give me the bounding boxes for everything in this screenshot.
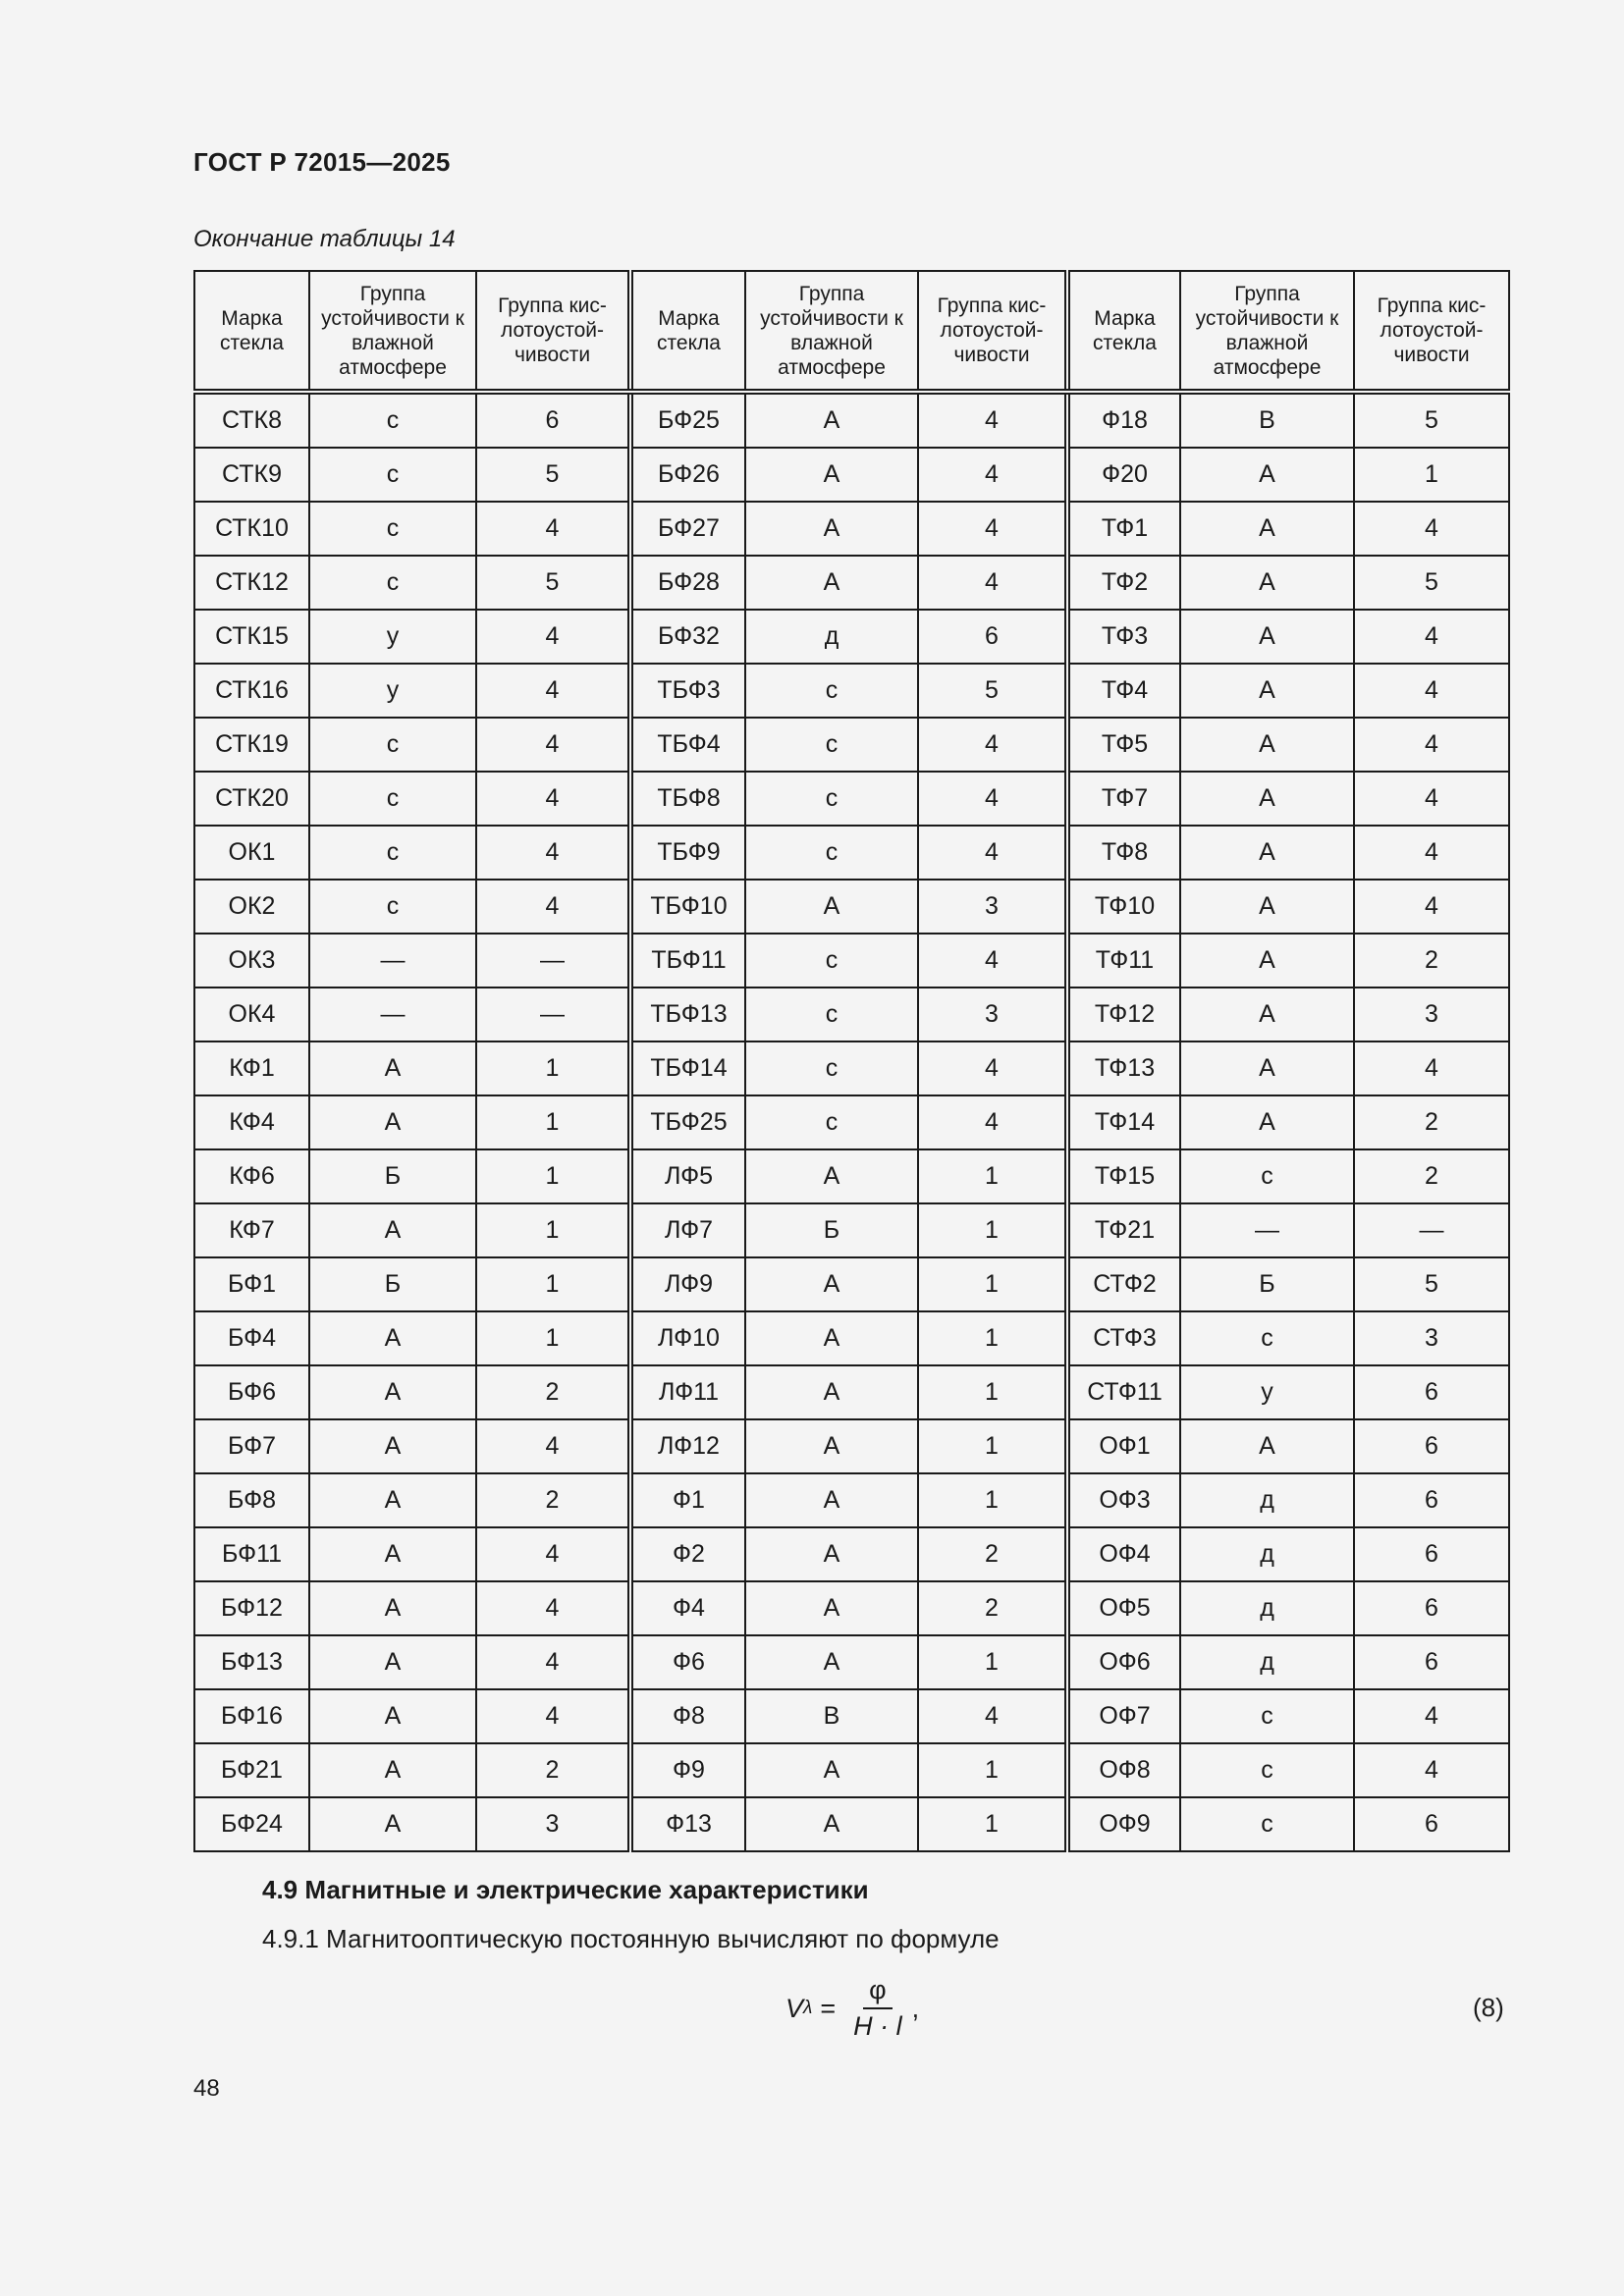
table-row xyxy=(194,448,1509,502)
column-header-brand: Марка стекла xyxy=(630,271,745,392)
cell-acid-group: 1 xyxy=(918,1797,1067,1851)
formula-lhs-subscript: λ xyxy=(803,1998,813,2018)
glass-stability-table xyxy=(193,270,1510,1852)
table-row xyxy=(194,1527,1509,1581)
cell-brand: КФ6 xyxy=(194,1149,309,1203)
cell-acid-group: — xyxy=(476,934,630,988)
cell-acid-group: 6 xyxy=(1354,1635,1509,1689)
cell-acid-group: 1 xyxy=(918,1473,1067,1527)
formula-number: (8) xyxy=(1473,1993,1504,2022)
table-caption: Окончание таблицы 14 xyxy=(193,226,456,252)
table-row xyxy=(194,1635,1509,1689)
cell-brand: Ф8 xyxy=(630,1689,745,1743)
cell-brand: ТБФ10 xyxy=(630,880,745,934)
cell-acid-group: 1 xyxy=(918,1419,1067,1473)
cell-humidity-group: с xyxy=(309,718,476,772)
cell-humidity-group: с xyxy=(745,664,918,718)
cell-acid-group: 1 xyxy=(918,1203,1067,1257)
table-row xyxy=(194,1419,1509,1473)
cell-acid-group: 4 xyxy=(918,934,1067,988)
cell-brand: СТК19 xyxy=(194,718,309,772)
cell-humidity-group: у xyxy=(309,610,476,664)
cell-acid-group: 6 xyxy=(476,392,630,448)
cell-acid-group: 5 xyxy=(1354,556,1509,610)
cell-brand: ОФ9 xyxy=(1067,1797,1180,1851)
cell-humidity-group: А xyxy=(309,1797,476,1851)
cell-humidity-group: д xyxy=(1180,1527,1354,1581)
cell-humidity-group: — xyxy=(309,934,476,988)
cell-acid-group: 1 xyxy=(476,1041,630,1095)
cell-brand: ТБФ14 xyxy=(630,1041,745,1095)
cell-acid-group: 4 xyxy=(918,1041,1067,1095)
cell-humidity-group: А xyxy=(309,1635,476,1689)
cell-brand: Ф4 xyxy=(630,1581,745,1635)
cell-brand: БФ16 xyxy=(194,1689,309,1743)
cell-humidity-group: В xyxy=(745,1689,918,1743)
cell-brand: ТБФ13 xyxy=(630,988,745,1041)
cell-acid-group: 4 xyxy=(476,880,630,934)
cell-acid-group: 4 xyxy=(476,1635,630,1689)
cell-humidity-group: с xyxy=(309,448,476,502)
section-title: 4.9 Магнитные и электрические характеристики xyxy=(262,1875,869,1904)
cell-brand: ОФ4 xyxy=(1067,1527,1180,1581)
cell-acid-group: 4 xyxy=(476,1689,630,1743)
table-row xyxy=(194,1473,1509,1527)
cell-brand: КФ7 xyxy=(194,1203,309,1257)
cell-brand: ТФ4 xyxy=(1067,664,1180,718)
cell-acid-group: 4 xyxy=(476,826,630,880)
cell-brand: Ф9 xyxy=(630,1743,745,1797)
cell-acid-group: 1 xyxy=(918,1311,1067,1365)
cell-brand: ОФ3 xyxy=(1067,1473,1180,1527)
cell-brand: ОФ6 xyxy=(1067,1635,1180,1689)
cell-humidity-group: А xyxy=(309,1527,476,1581)
cell-acid-group: 6 xyxy=(1354,1473,1509,1527)
cell-brand: БФ26 xyxy=(630,448,745,502)
cell-acid-group: 4 xyxy=(918,392,1067,448)
table-row xyxy=(194,610,1509,664)
table-row xyxy=(194,934,1509,988)
cell-acid-group: 2 xyxy=(1354,934,1509,988)
cell-acid-group: 1 xyxy=(918,1365,1067,1419)
column-header-humidity-group: Группа устойчивости к влажной атмосфере xyxy=(1180,271,1354,392)
cell-humidity-group: Б xyxy=(309,1149,476,1203)
cell-humidity-group: с xyxy=(745,718,918,772)
formula-denominator: H · l xyxy=(853,2011,902,2041)
cell-acid-group: 5 xyxy=(918,664,1067,718)
cell-humidity-group: А xyxy=(1180,502,1354,556)
cell-acid-group: 4 xyxy=(918,502,1067,556)
cell-brand: ОК3 xyxy=(194,934,309,988)
cell-brand: ТФ21 xyxy=(1067,1203,1180,1257)
cell-acid-group: 4 xyxy=(918,826,1067,880)
document-header: ГОСТ Р 72015—2025 xyxy=(193,147,451,177)
page-number: 48 xyxy=(193,2075,220,2102)
paragraph-text: 4.9.1 Магнитооптическую постоянную вычисляют по формуле xyxy=(262,1924,1000,1953)
cell-brand: СТК8 xyxy=(194,392,309,448)
formula-numerator: φ xyxy=(863,1975,893,2009)
cell-humidity-group: А xyxy=(745,1419,918,1473)
cell-acid-group: 4 xyxy=(476,1527,630,1581)
cell-humidity-group: с xyxy=(745,1041,918,1095)
cell-brand: ОФ8 xyxy=(1067,1743,1180,1797)
cell-acid-group: — xyxy=(476,988,630,1041)
cell-brand: СТК20 xyxy=(194,772,309,826)
cell-humidity-group: А xyxy=(1180,610,1354,664)
cell-humidity-group: В xyxy=(1180,392,1354,448)
cell-acid-group: 2 xyxy=(918,1527,1067,1581)
cell-brand: ОФ5 xyxy=(1067,1581,1180,1635)
cell-humidity-group: А xyxy=(745,1581,918,1635)
cell-brand: Ф2 xyxy=(630,1527,745,1581)
cell-humidity-group: с xyxy=(1180,1149,1354,1203)
cell-brand: ТФ15 xyxy=(1067,1149,1180,1203)
column-header-acid-group: Группа кис-лотоустой-чивости xyxy=(476,271,630,392)
cell-acid-group: 3 xyxy=(1354,988,1509,1041)
cell-brand: ЛФ10 xyxy=(630,1311,745,1365)
cell-brand: ЛФ9 xyxy=(630,1257,745,1311)
cell-humidity-group: А xyxy=(1180,448,1354,502)
cell-brand: ОК4 xyxy=(194,988,309,1041)
cell-acid-group: 4 xyxy=(1354,772,1509,826)
cell-humidity-group: с xyxy=(309,392,476,448)
table-row xyxy=(194,1365,1509,1419)
cell-acid-group: 6 xyxy=(1354,1581,1509,1635)
cell-humidity-group: А xyxy=(1180,664,1354,718)
cell-brand: БФ7 xyxy=(194,1419,309,1473)
cell-brand: БФ4 xyxy=(194,1311,309,1365)
cell-humidity-group: А xyxy=(1180,772,1354,826)
cell-brand: ТФ10 xyxy=(1067,880,1180,934)
cell-acid-group: — xyxy=(1354,1203,1509,1257)
cell-brand: ОФ7 xyxy=(1067,1689,1180,1743)
cell-humidity-group: с xyxy=(309,772,476,826)
table-row xyxy=(194,1203,1509,1257)
cell-acid-group: 4 xyxy=(1354,502,1509,556)
cell-humidity-group: А xyxy=(745,1365,918,1419)
cell-humidity-group: А xyxy=(309,1095,476,1149)
cell-brand: Ф20 xyxy=(1067,448,1180,502)
cell-humidity-group: Б xyxy=(309,1257,476,1311)
table-row xyxy=(194,772,1509,826)
formula-lhs: V xyxy=(785,1993,804,2023)
table-row xyxy=(194,988,1509,1041)
cell-humidity-group: А xyxy=(1180,934,1354,988)
cell-brand: ТФ14 xyxy=(1067,1095,1180,1149)
cell-humidity-group: А xyxy=(745,556,918,610)
cell-acid-group: 1 xyxy=(1354,448,1509,502)
cell-humidity-group: с xyxy=(309,502,476,556)
cell-brand: БФ28 xyxy=(630,556,745,610)
cell-acid-group: 4 xyxy=(1354,664,1509,718)
cell-acid-group: 4 xyxy=(476,664,630,718)
cell-brand: КФ4 xyxy=(194,1095,309,1149)
cell-brand: ТФ2 xyxy=(1067,556,1180,610)
cell-humidity-group: с xyxy=(745,988,918,1041)
cell-humidity-group: у xyxy=(309,664,476,718)
cell-acid-group: 6 xyxy=(1354,1419,1509,1473)
cell-acid-group: 2 xyxy=(1354,1149,1509,1203)
cell-brand: ОК2 xyxy=(194,880,309,934)
cell-brand: ТФ8 xyxy=(1067,826,1180,880)
cell-acid-group: 6 xyxy=(1354,1365,1509,1419)
table-row xyxy=(194,1581,1509,1635)
cell-humidity-group: с xyxy=(309,556,476,610)
cell-humidity-group: А xyxy=(309,1473,476,1527)
table-row xyxy=(194,880,1509,934)
table-row xyxy=(194,826,1509,880)
cell-humidity-group: А xyxy=(745,1149,918,1203)
cell-brand: ТФ3 xyxy=(1067,610,1180,664)
cell-acid-group: 4 xyxy=(918,1095,1067,1149)
cell-humidity-group: д xyxy=(745,610,918,664)
cell-acid-group: 4 xyxy=(476,718,630,772)
cell-humidity-group: А xyxy=(745,1743,918,1797)
cell-brand: ТФ13 xyxy=(1067,1041,1180,1095)
cell-acid-group: 5 xyxy=(1354,392,1509,448)
cell-acid-group: 4 xyxy=(1354,826,1509,880)
cell-brand: БФ6 xyxy=(194,1365,309,1419)
cell-acid-group: 4 xyxy=(1354,718,1509,772)
cell-humidity-group: А xyxy=(309,1743,476,1797)
cell-humidity-group: А xyxy=(745,448,918,502)
table-row xyxy=(194,1311,1509,1365)
cell-brand: ТБФ11 xyxy=(630,934,745,988)
cell-brand: БФ11 xyxy=(194,1527,309,1581)
cell-acid-group: 2 xyxy=(918,1581,1067,1635)
cell-acid-group: 5 xyxy=(476,556,630,610)
cell-acid-group: 1 xyxy=(476,1311,630,1365)
cell-humidity-group: — xyxy=(309,988,476,1041)
cell-acid-group: 1 xyxy=(918,1635,1067,1689)
cell-acid-group: 2 xyxy=(476,1473,630,1527)
cell-brand: ТБФ25 xyxy=(630,1095,745,1149)
cell-brand: СТФ3 xyxy=(1067,1311,1180,1365)
cell-acid-group: 4 xyxy=(918,556,1067,610)
column-header-acid-group: Группа кис-лотоустой-чивости xyxy=(918,271,1067,392)
cell-brand: СТК10 xyxy=(194,502,309,556)
cell-brand: Ф6 xyxy=(630,1635,745,1689)
cell-acid-group: 2 xyxy=(476,1365,630,1419)
cell-acid-group: 6 xyxy=(1354,1527,1509,1581)
column-header-humidity-group: Группа устойчивости к влажной атмосфере xyxy=(309,271,476,392)
cell-humidity-group: у xyxy=(1180,1365,1354,1419)
table-row xyxy=(194,1797,1509,1851)
formula-trailing-comma: , xyxy=(911,1993,920,2023)
cell-acid-group: 6 xyxy=(918,610,1067,664)
cell-brand: ТФ12 xyxy=(1067,988,1180,1041)
cell-acid-group: 4 xyxy=(1354,1743,1509,1797)
cell-brand: ЛФ7 xyxy=(630,1203,745,1257)
cell-brand: ТФ7 xyxy=(1067,772,1180,826)
cell-humidity-group: с xyxy=(309,880,476,934)
cell-humidity-group: А xyxy=(1180,1041,1354,1095)
cell-humidity-group: А xyxy=(309,1203,476,1257)
column-header-brand: Марка стекла xyxy=(194,271,309,392)
cell-humidity-group: А xyxy=(1180,556,1354,610)
cell-brand: ОФ1 xyxy=(1067,1419,1180,1473)
cell-acid-group: 1 xyxy=(476,1257,630,1311)
cell-acid-group: 4 xyxy=(1354,880,1509,934)
cell-humidity-group: А xyxy=(1180,1095,1354,1149)
cell-humidity-group: А xyxy=(1180,718,1354,772)
cell-humidity-group: д xyxy=(1180,1473,1354,1527)
cell-acid-group: 4 xyxy=(476,502,630,556)
cell-humidity-group: А xyxy=(745,880,918,934)
cell-humidity-group: А xyxy=(309,1419,476,1473)
cell-acid-group: 1 xyxy=(476,1095,630,1149)
cell-humidity-group: А xyxy=(309,1041,476,1095)
cell-acid-group: 4 xyxy=(1354,1041,1509,1095)
cell-brand: СТФ11 xyxy=(1067,1365,1180,1419)
cell-humidity-group: Б xyxy=(1180,1257,1354,1311)
table-row xyxy=(194,502,1509,556)
cell-brand: БФ21 xyxy=(194,1743,309,1797)
table-body xyxy=(194,392,1509,1851)
table-row xyxy=(194,664,1509,718)
cell-brand: ТФ5 xyxy=(1067,718,1180,772)
cell-brand: ЛФ12 xyxy=(630,1419,745,1473)
cell-brand: БФ32 xyxy=(630,610,745,664)
cell-humidity-group: с xyxy=(745,934,918,988)
cell-acid-group: 3 xyxy=(918,988,1067,1041)
cell-acid-group: 4 xyxy=(476,772,630,826)
cell-brand: СТФ2 xyxy=(1067,1257,1180,1311)
cell-humidity-group: А xyxy=(309,1689,476,1743)
cell-acid-group: 1 xyxy=(918,1743,1067,1797)
table-row xyxy=(194,718,1509,772)
table-row xyxy=(194,392,1509,448)
cell-humidity-group: А xyxy=(1180,988,1354,1041)
table-row xyxy=(194,1743,1509,1797)
cell-acid-group: 4 xyxy=(1354,1689,1509,1743)
cell-brand: ЛФ11 xyxy=(630,1365,745,1419)
cell-brand: СТК15 xyxy=(194,610,309,664)
cell-humidity-group: А xyxy=(745,1527,918,1581)
cell-acid-group: 4 xyxy=(918,1689,1067,1743)
table-row xyxy=(194,1095,1509,1149)
cell-acid-group: 4 xyxy=(918,718,1067,772)
formula xyxy=(785,1975,919,2042)
cell-acid-group: 5 xyxy=(1354,1257,1509,1311)
cell-acid-group: 4 xyxy=(918,772,1067,826)
cell-brand: БФ12 xyxy=(194,1581,309,1635)
cell-brand: ТБФ3 xyxy=(630,664,745,718)
cell-humidity-group: А xyxy=(745,1473,918,1527)
cell-humidity-group: А xyxy=(745,1635,918,1689)
cell-acid-group: 2 xyxy=(1354,1095,1509,1149)
table-row xyxy=(194,1149,1509,1203)
cell-brand: ТФ1 xyxy=(1067,502,1180,556)
table-row xyxy=(194,556,1509,610)
cell-acid-group: 4 xyxy=(476,1581,630,1635)
cell-acid-group: 4 xyxy=(476,610,630,664)
cell-acid-group: 4 xyxy=(476,1419,630,1473)
cell-brand: ТБФ4 xyxy=(630,718,745,772)
table-row xyxy=(194,1689,1509,1743)
column-header-humidity-group: Группа устойчивости к влажной атмосфере xyxy=(745,271,918,392)
cell-brand: БФ8 xyxy=(194,1473,309,1527)
cell-acid-group: 3 xyxy=(1354,1311,1509,1365)
cell-humidity-group: с xyxy=(1180,1797,1354,1851)
cell-humidity-group: А xyxy=(745,1257,918,1311)
cell-humidity-group: А xyxy=(745,1311,918,1365)
cell-acid-group: 5 xyxy=(476,448,630,502)
cell-humidity-group: А xyxy=(745,502,918,556)
cell-acid-group: 1 xyxy=(476,1149,630,1203)
cell-brand: ТБФ9 xyxy=(630,826,745,880)
cell-brand: СТК9 xyxy=(194,448,309,502)
cell-humidity-group: д xyxy=(1180,1581,1354,1635)
formula-fraction xyxy=(847,1975,908,2042)
cell-brand: КФ1 xyxy=(194,1041,309,1095)
cell-acid-group: 1 xyxy=(476,1203,630,1257)
table-header-row xyxy=(194,271,1509,392)
cell-brand: ТФ11 xyxy=(1067,934,1180,988)
cell-humidity-group: с xyxy=(1180,1689,1354,1743)
column-header-acid-group: Группа кис-лотоустой-чивости xyxy=(1354,271,1509,392)
cell-brand: БФ24 xyxy=(194,1797,309,1851)
cell-brand: Ф13 xyxy=(630,1797,745,1851)
cell-humidity-group: А xyxy=(309,1311,476,1365)
cell-acid-group: 4 xyxy=(918,448,1067,502)
cell-humidity-group: с xyxy=(745,772,918,826)
cell-humidity-group: с xyxy=(1180,1743,1354,1797)
cell-humidity-group: с xyxy=(745,826,918,880)
cell-brand: Ф1 xyxy=(630,1473,745,1527)
cell-humidity-group: — xyxy=(1180,1203,1354,1257)
cell-acid-group: 3 xyxy=(918,880,1067,934)
cell-humidity-group: с xyxy=(309,826,476,880)
column-header-brand: Марка стекла xyxy=(1067,271,1180,392)
cell-brand: БФ1 xyxy=(194,1257,309,1311)
cell-acid-group: 1 xyxy=(918,1257,1067,1311)
cell-humidity-group: А xyxy=(745,392,918,448)
cell-brand: ТБФ8 xyxy=(630,772,745,826)
cell-brand: СТК16 xyxy=(194,664,309,718)
cell-humidity-group: А xyxy=(745,1797,918,1851)
cell-humidity-group: с xyxy=(745,1095,918,1149)
cell-brand: БФ25 xyxy=(630,392,745,448)
cell-humidity-group: А xyxy=(1180,1419,1354,1473)
cell-acid-group: 2 xyxy=(476,1743,630,1797)
formula-equals: = xyxy=(820,1993,837,2023)
cell-brand: Ф18 xyxy=(1067,392,1180,448)
cell-brand: ОК1 xyxy=(194,826,309,880)
cell-humidity-group: А xyxy=(1180,826,1354,880)
table-row xyxy=(194,1257,1509,1311)
cell-acid-group: 4 xyxy=(1354,610,1509,664)
cell-acid-group: 6 xyxy=(1354,1797,1509,1851)
cell-brand: ЛФ5 xyxy=(630,1149,745,1203)
cell-humidity-group: А xyxy=(1180,880,1354,934)
cell-humidity-group: Б xyxy=(745,1203,918,1257)
cell-humidity-group: д xyxy=(1180,1635,1354,1689)
cell-acid-group: 3 xyxy=(476,1797,630,1851)
table-row xyxy=(194,1041,1509,1095)
cell-brand: СТК12 xyxy=(194,556,309,610)
cell-humidity-group: А xyxy=(309,1581,476,1635)
cell-humidity-group: А xyxy=(309,1365,476,1419)
cell-humidity-group: с xyxy=(1180,1311,1354,1365)
cell-acid-group: 1 xyxy=(918,1149,1067,1203)
cell-brand: БФ13 xyxy=(194,1635,309,1689)
cell-brand: БФ27 xyxy=(630,502,745,556)
